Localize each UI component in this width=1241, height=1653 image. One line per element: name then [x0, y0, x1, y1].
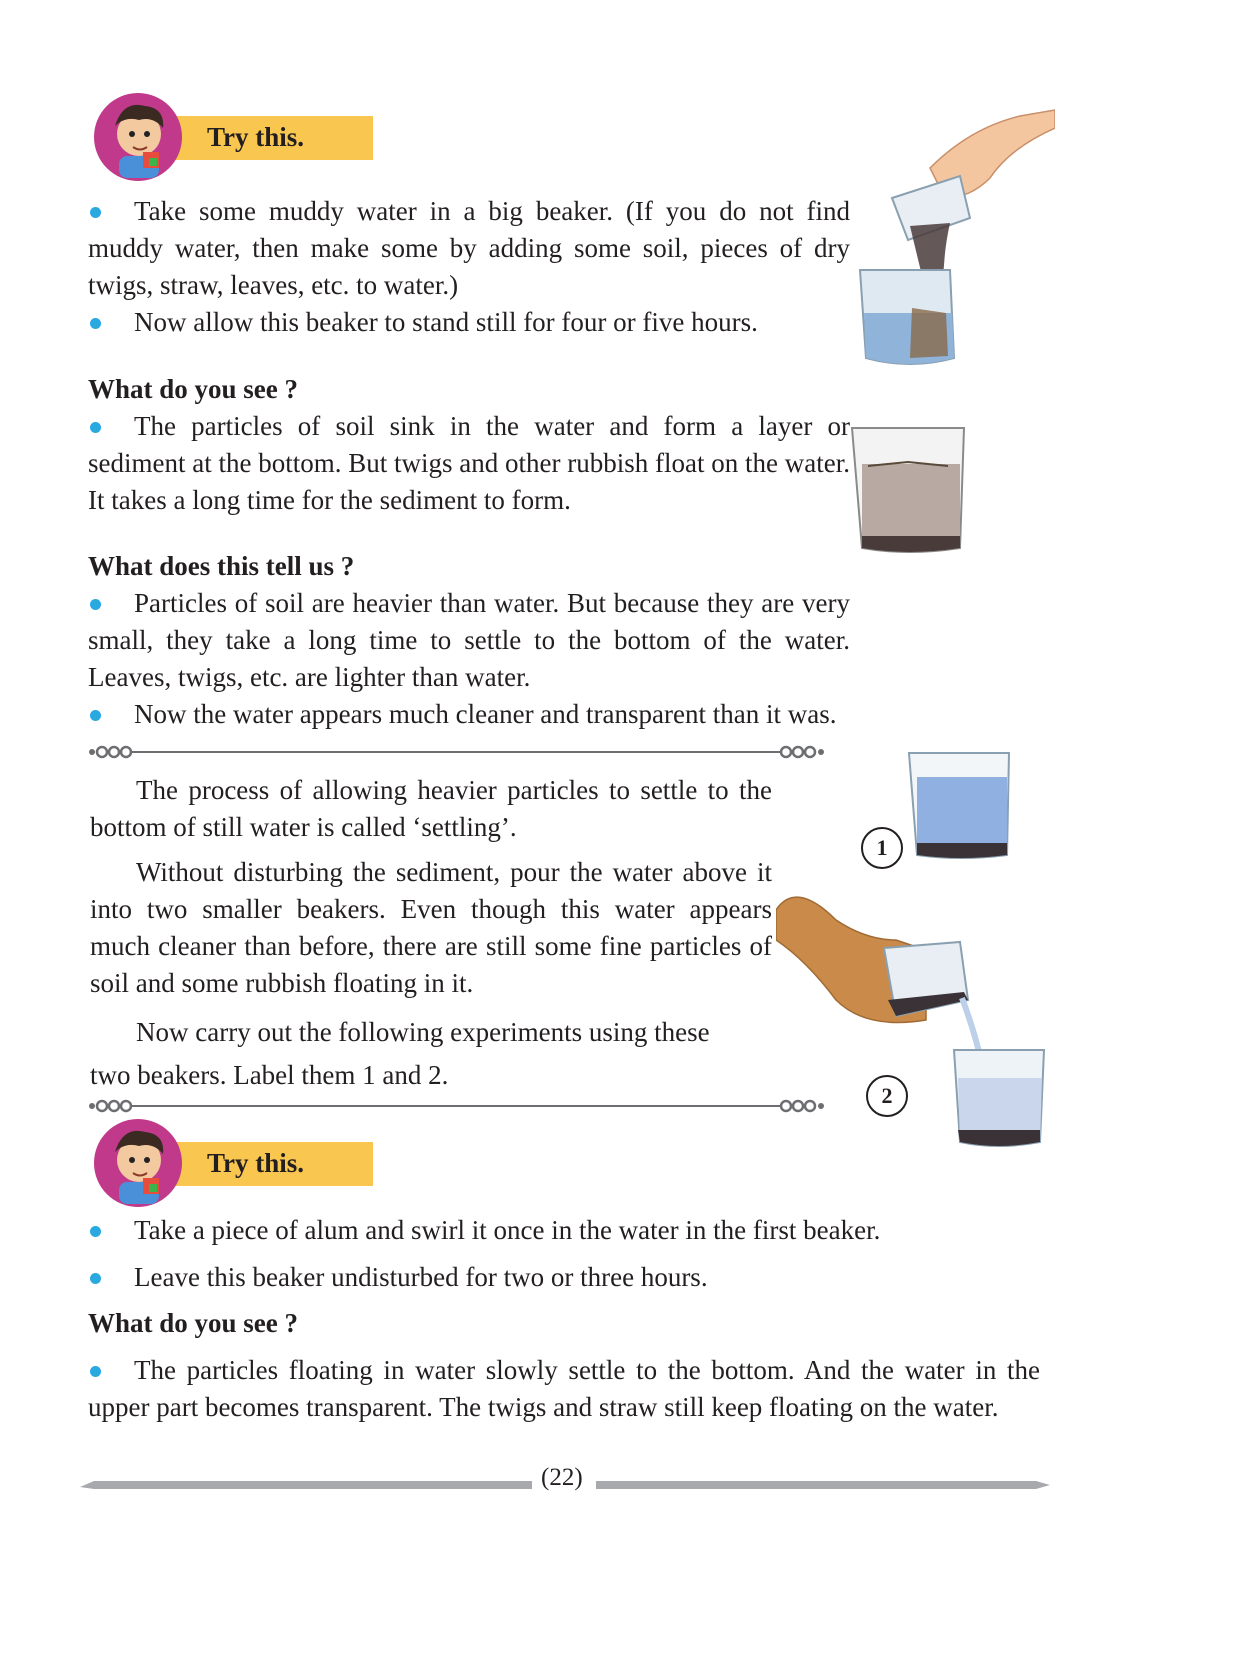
pouring-into-beaker-2-illustration [776, 880, 1051, 1150]
intro-section [88, 193, 850, 341]
beaker-1-illustration [905, 747, 1015, 862]
see-section-2 [88, 1305, 1040, 1426]
tell-section [88, 548, 850, 733]
bullet-dot [90, 422, 101, 433]
label-1-circle [861, 827, 903, 869]
tell-heading: What does this tell us ? [88, 551, 355, 581]
intro-bullet-1: Take some muddy water in a big beaker. (If you do not find muddy water, then make some by adding some soil, pieces of dry twigs, straw, leaves, etc. to water.) [88, 196, 850, 300]
try-this-label: Try this. [207, 122, 305, 152]
bullet-dot [90, 599, 101, 610]
settling-box [90, 772, 772, 1094]
exp2-bullet-1: Take a piece of alum and swirl it once in the water in the first beaker. [88, 1212, 1048, 1249]
bullet-dot [90, 710, 101, 721]
try-this-banner-2 [93, 1118, 373, 1208]
bullet-dot [90, 318, 101, 329]
exp2-bullet-2: Leave this beaker undisturbed for two or three hours. [88, 1259, 1048, 1296]
intro-bullet-2: Now allow this beaker to stand still for four or five hours. [88, 304, 850, 341]
see-section-1 [88, 371, 850, 519]
box-para-3a: Now carry out the following experiments using these [136, 1017, 710, 1047]
tell-bullet-1: Particles of soil are heavier than water. But because they are very small, they take a long time to settle to the bottom of the water. Leaves, twigs, etc. are lighter than water. [88, 588, 850, 692]
divider-top [88, 744, 826, 760]
sediment-beaker-illustration [848, 418, 970, 556]
footer-rule-right [596, 1476, 1050, 1484]
bullet-dot [90, 207, 101, 218]
label-1-text: 1 [876, 835, 888, 860]
box-para-2: Without disturbing the sediment, pour the water above it into two smaller beakers. Even though this water appears much cleaner than before, there are still some fine particles of soil and some rubbish floating in it. [90, 857, 772, 998]
see2-bullet-1: The particles floating in water slowly settle to the bottom. And the water in the upper part becomes transparent. The twigs and straw still keep floating on the water. [88, 1355, 1040, 1422]
try-this-banner [93, 92, 373, 182]
see-heading-1: What do you see ? [88, 374, 299, 404]
bullet-dot [90, 1366, 101, 1377]
bullet-dot [90, 1273, 101, 1284]
see-heading-2: What do you see ? [88, 1308, 299, 1338]
tell-bullet-2: Now the water appears much cleaner and transparent than it was. [88, 696, 850, 733]
label-2-text: 2 [881, 1083, 893, 1108]
divider-bottom [88, 1098, 826, 1114]
try-this-label: Try this. [207, 1148, 305, 1178]
page-number: (22) [541, 1464, 583, 1491]
box-para-3b: two beakers. Label them 1 and 2. [90, 1060, 449, 1090]
exp2-section [88, 1212, 1048, 1296]
footer-rule-left [80, 1476, 532, 1484]
see-bullet-1: The particles of soil sink in the water and form a layer or sediment at the bottom. But twigs and other rubbish float on the water. It takes a long time for the sediment to form. [88, 411, 850, 515]
label-2-circle [866, 1075, 908, 1117]
box-para-1: The process of allowing heavier particles to settle to the bottom of still water is called ‘settling’. [90, 775, 772, 842]
bullet-dot [90, 1226, 101, 1237]
pouring-muddy-water-illustration [850, 108, 1055, 376]
